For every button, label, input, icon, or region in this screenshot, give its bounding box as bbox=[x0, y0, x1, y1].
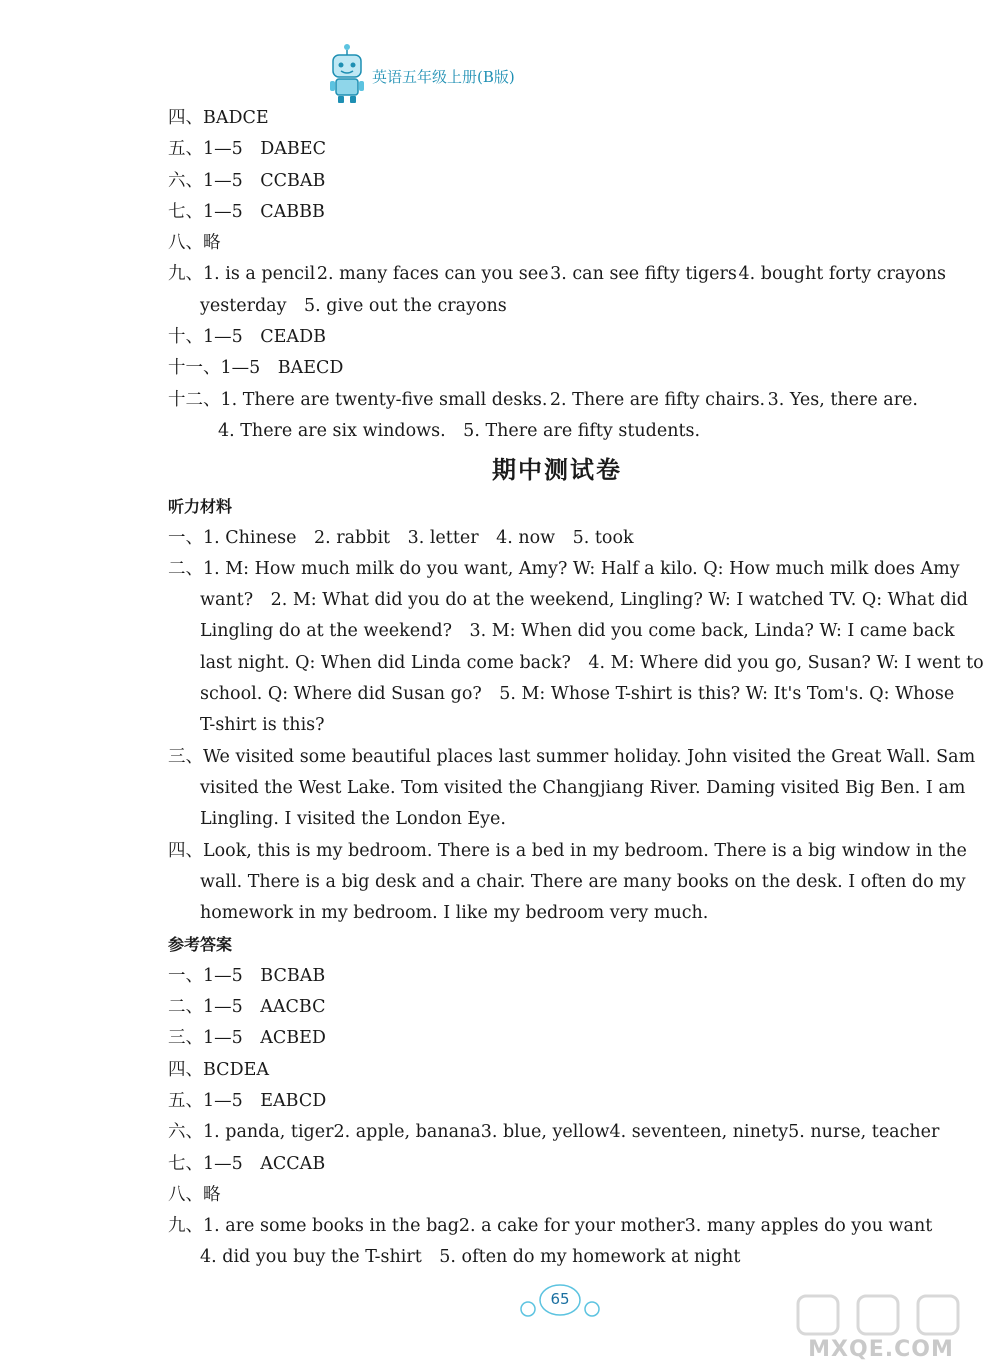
answer-line-q9 bbox=[168, 259, 946, 290]
nine-item: 2. a cake for your mother bbox=[458, 1216, 685, 1237]
answer-line: 五、1—5 EABCD bbox=[168, 1090, 327, 1111]
answer-line: 五、1—5 DABEC bbox=[168, 139, 326, 160]
answer-line-six bbox=[168, 1117, 946, 1148]
q9-item: 4. bought forty crayons bbox=[738, 264, 946, 285]
page-number-text: 65 bbox=[550, 1290, 570, 1308]
answers-heading: 参考答案 bbox=[168, 935, 233, 955]
answer-line: 七、1—5 CABBB bbox=[168, 201, 325, 222]
six-item: 六、1. panda, tiger bbox=[168, 1122, 334, 1143]
six-item: 3. blue, yellow bbox=[480, 1122, 610, 1143]
page-header bbox=[326, 40, 515, 106]
listening-line: school. Q: Where did Susan go? 5. M: Whose T-shirt is this? W: It's Tom's. Q: Whose bbox=[200, 684, 955, 705]
q12-item: 3. Yes, there are. bbox=[767, 389, 918, 410]
answer-line-nine-cont: 4. did you buy the T-shirt 5. often do my homework at night bbox=[200, 1247, 741, 1268]
listening-line: 一、1. Chinese 2. rabbit 3. letter 4. now 5. took bbox=[168, 527, 634, 548]
listening-line: Lingling do at the weekend? 3. M: When did you come back, Linda? W: I came back bbox=[200, 621, 955, 642]
listening-line: want? 2. M: What did you do at the weekend, Lingling? W: I watched TV. Q: What did bbox=[200, 590, 968, 611]
six-item: 4. seventeen, ninety bbox=[609, 1122, 789, 1143]
listening-line: visited the West Lake. Tom visited the Changjiang River. Daming visited Big Ben. I am bbox=[200, 777, 966, 798]
q9-item: 2. many faces can you see bbox=[316, 264, 549, 285]
answer-line: 三、1—5 ACBED bbox=[168, 1028, 326, 1049]
watermark-logo-icon bbox=[770, 1290, 992, 1340]
six-item: 5. nurse, teacher bbox=[788, 1122, 940, 1143]
six-item: 2. apple, banana bbox=[333, 1122, 481, 1143]
listening-line: wall. There is a big desk and a chair. There are many books on the desk. I often do my bbox=[200, 871, 966, 892]
book-title: 英语五年级上册(B版) bbox=[372, 67, 515, 86]
listening-line: last night. Q: When did Linda come back? 4. M: Where did you go, Susan? W: I went to bbox=[200, 652, 984, 673]
listening-line: 四、Look, this is my bedroom. There is a bed in my bedroom. There is a big window in the bbox=[168, 840, 967, 861]
robot-mascot-icon bbox=[326, 41, 368, 105]
q9-item: 3. can see fifty tigers bbox=[550, 264, 737, 285]
listening-line: Lingling. I visited the London Eye. bbox=[200, 809, 506, 830]
listening-line: 三、We visited some beautiful places last summer holiday. John visited the Great Wall. Sam bbox=[168, 746, 976, 767]
q12-item: 2. There are fifty chairs. bbox=[549, 389, 766, 410]
answer-line: 十一、1—5 BAECD bbox=[168, 358, 344, 379]
answer-line-q12 bbox=[168, 385, 946, 416]
section-title: 期中测试卷 bbox=[492, 456, 622, 485]
answer-content bbox=[168, 103, 984, 1274]
page-number bbox=[518, 1283, 602, 1319]
q12-item: 十二、1. There are twenty-five small desks. bbox=[168, 389, 548, 410]
nine-item: 3. many apples do you want bbox=[684, 1216, 933, 1237]
watermark-text: MXQE.COM bbox=[808, 1337, 954, 1362]
answer-line-q9-cont: yesterday 5. give out the crayons bbox=[200, 295, 507, 316]
answer-line: 四、BADCE bbox=[168, 108, 269, 128]
listening-heading: 听力材料 bbox=[168, 497, 233, 517]
answer-line-q12-cont: 4. There are six windows. 5. There are fifty students. bbox=[218, 420, 701, 441]
answer-line: 七、1—5 ACCAB bbox=[168, 1153, 326, 1174]
listening-line: homework in my bedroom. I like my bedroom very much. bbox=[200, 903, 709, 924]
listening-line: T-shirt is this? bbox=[200, 715, 325, 736]
watermark bbox=[770, 1290, 992, 1368]
answer-line: 十、1—5 CEADB bbox=[168, 327, 326, 348]
nine-item: 九、1. are some books in the bag bbox=[168, 1216, 459, 1237]
answer-line: 二、1—5 AACBC bbox=[168, 997, 326, 1018]
answer-line: 八、略 bbox=[168, 233, 221, 254]
answer-line: 八、略 bbox=[168, 1184, 221, 1205]
answer-line: 一、1—5 BCBAB bbox=[168, 965, 326, 986]
answer-line-nine bbox=[168, 1211, 946, 1242]
q9-item: 九、1. is a pencil bbox=[168, 264, 316, 285]
listening-line: 二、1. M: How much milk do you want, Amy? W: Half a kilo. Q: How much milk does Amy bbox=[168, 558, 960, 579]
answer-line: 四、BCDEA bbox=[168, 1059, 270, 1080]
answer-line: 六、1—5 CCBAB bbox=[168, 170, 326, 191]
